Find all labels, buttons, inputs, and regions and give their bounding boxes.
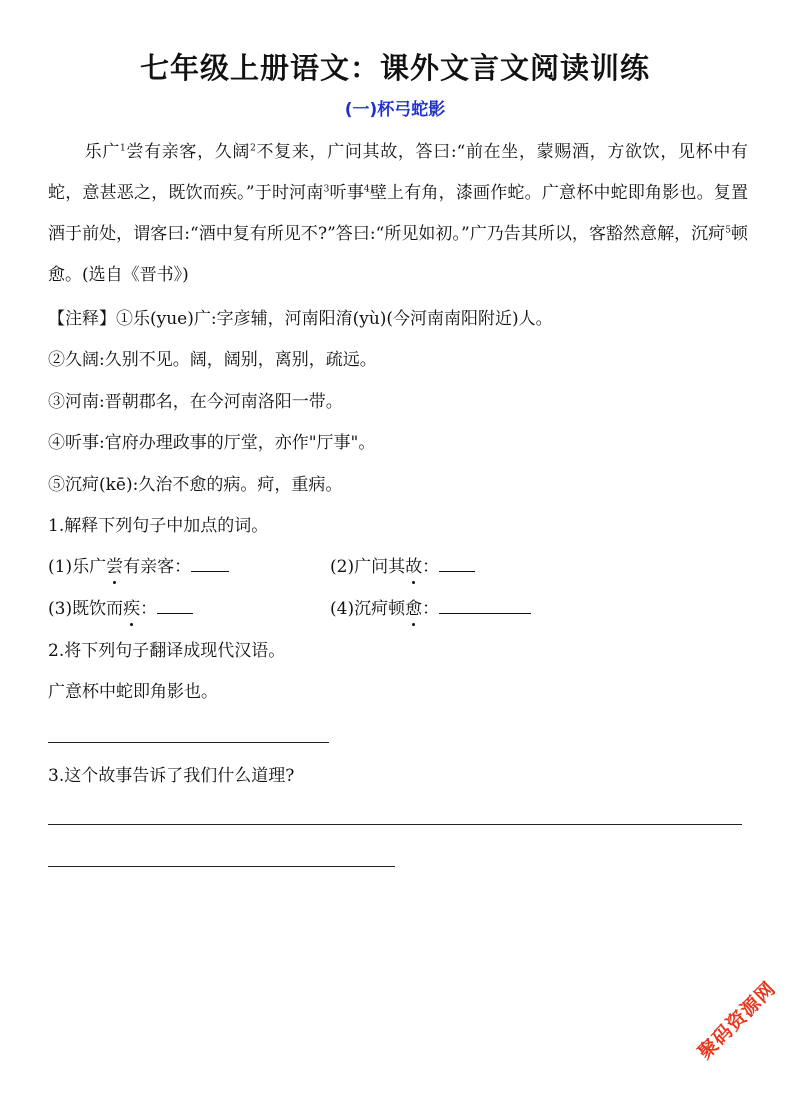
footnote-ref: 1	[120, 143, 126, 154]
question-3: 3.这个故事告诉了我们什么道理?	[48, 766, 295, 786]
watermark: 聚码资源网	[693, 977, 781, 1064]
classical-passage: 乐广$^1$尝有亲客，久阔$^2$不复来，广问其故，答曰:“前在坐，蒙赐酒，方欲饮，见杯中有蛇，意甚恶之，既饮而疾。”于时河南$^3$听事$^4$壁上有角，漆画作蛇。广意杯中蛇即角影也。复置酒于前处，谓客曰:“酒中复有所见不?”答曰:“所见如初。”广乃告其所以，客豁然意解，沉疴$^5$顿愈。(选自《晋书》)	[48, 142, 749, 285]
q1-item-2: (2)广问其故：	[330, 555, 475, 579]
dotted-char: 疾	[123, 599, 141, 619]
question-1: 1.解释下列句子中加点的词。	[48, 516, 269, 536]
dotted-char: 愈	[405, 599, 423, 619]
dotted-char: 尝	[106, 557, 124, 577]
q1-item-1: (1)乐广尝有亲客：	[48, 555, 229, 579]
note-line: ⑤沉疴(kē):久治不愈的病。疴，重病。	[48, 475, 343, 495]
q1-item-4: (4)沉疴顿愈：	[330, 597, 531, 621]
footnote-ref: 2	[250, 143, 256, 154]
note-line: 【注释】①乐(yue)广:字彦辅，河南阳淯(yù)(今河南南阳附近)人。	[48, 309, 553, 329]
page-title: 七年级上册语文：课外文言文阅读训练	[139, 51, 650, 85]
answer-line[interactable]	[48, 824, 742, 825]
note-line: ③河南:晋朝郡名，在今河南洛阳一带。	[48, 392, 343, 412]
note-line: ②久阔:久别不见。阔，阔别，离别，疏远。	[48, 350, 377, 370]
answer-blank[interactable]	[157, 597, 193, 614]
answer-blank[interactable]	[439, 555, 475, 572]
question-2: 2.将下列句子翻译成现代汉语。	[48, 641, 286, 661]
footnote-ref: 5	[725, 225, 731, 236]
answer-line[interactable]	[48, 742, 329, 743]
footnote-ref: 3	[323, 184, 330, 195]
answer-blank[interactable]	[191, 555, 229, 572]
footnote-ref: 4	[363, 184, 370, 195]
translate-sentence: 广意杯中蛇即角影也。	[48, 682, 218, 702]
note-line: ④听事:官府办理政事的厅堂，亦作"厅事"。	[48, 433, 376, 453]
q1-item-3: (3)既饮而疾：	[48, 597, 193, 621]
section-subtitle: (一)杯弓蛇影	[344, 100, 446, 120]
answer-line[interactable]	[48, 866, 395, 867]
answer-blank[interactable]	[439, 597, 531, 614]
dotted-char: 故	[405, 557, 423, 577]
